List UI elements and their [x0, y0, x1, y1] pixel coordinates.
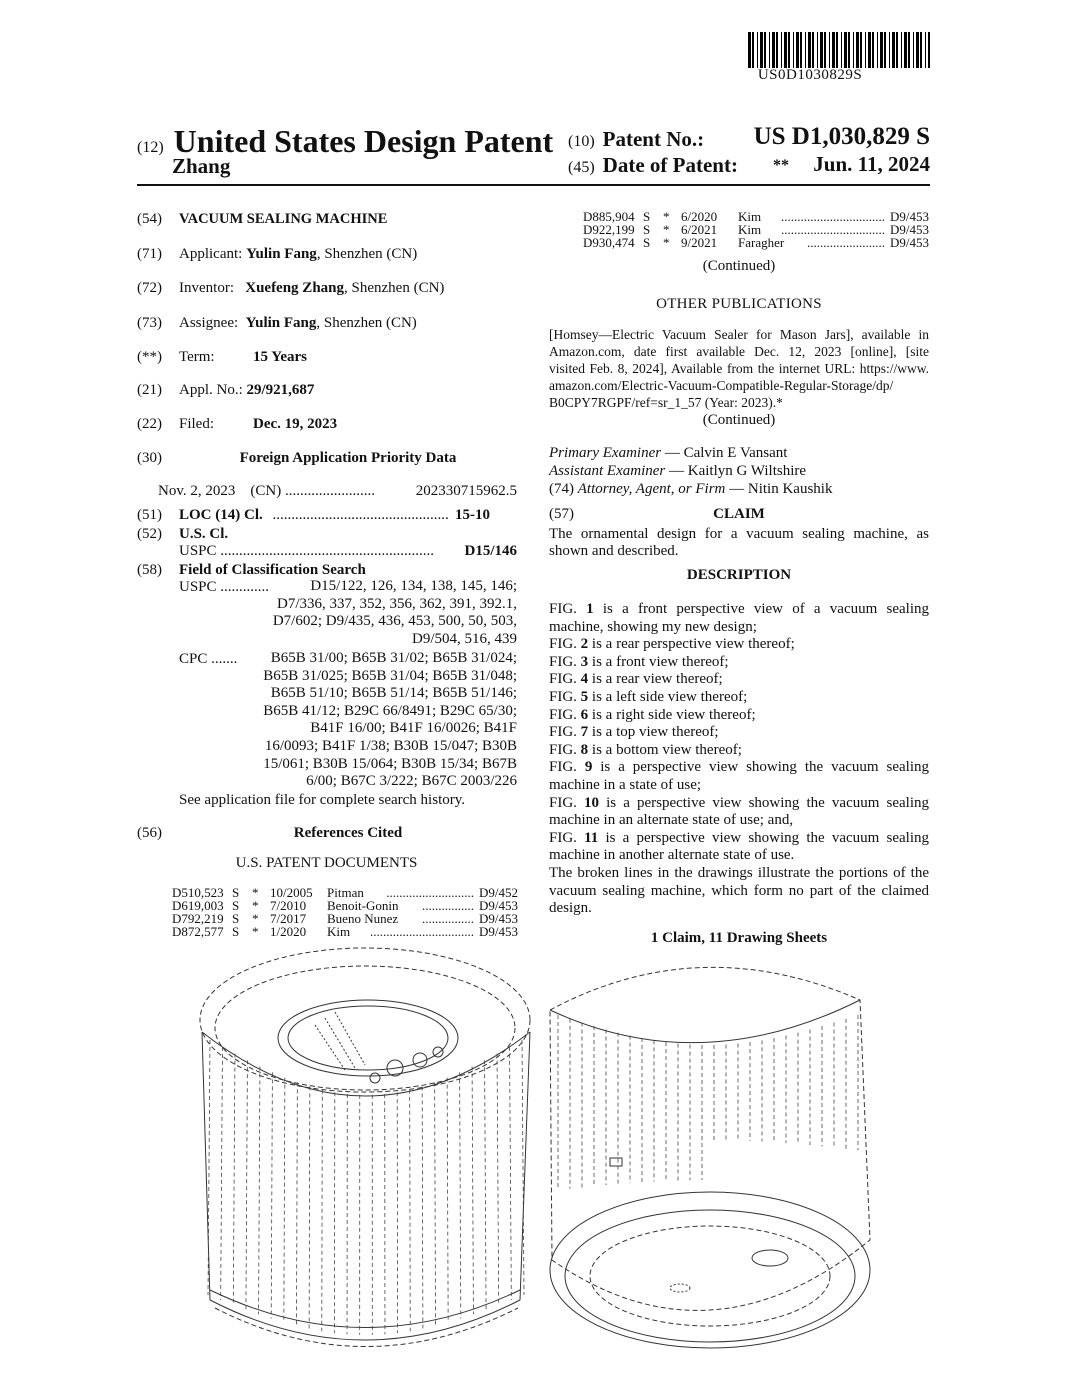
uspc-line: D15/122, 126, 134, 138, 145, 146; [310, 578, 517, 594]
references-heading: References Cited [293, 825, 403, 841]
code-58: (58) [137, 562, 162, 578]
primary-examiner [549, 444, 787, 463]
barcode-bar [812, 32, 814, 68]
right-base-ring [550, 1192, 870, 1348]
barcode-bar [817, 32, 818, 68]
cpc-line: 16/0093; B41F 1/38; B30B 15/047; B30B [264, 737, 517, 754]
description-line [549, 759, 929, 777]
barcode-bar [805, 32, 806, 68]
description-line [549, 724, 929, 742]
rib-line [309, 1086, 310, 1328]
ref-kind: S [643, 209, 651, 224]
assignee-label: Assignee: [179, 315, 239, 331]
rib-line [221, 1047, 223, 1300]
description-text-part: is a perspective view showing the vacuum sealing [592, 759, 929, 776]
front-perspective-figure [180, 940, 900, 1380]
left-display-inner [288, 1006, 448, 1070]
search-uspc-dots: ............. [220, 579, 270, 595]
code-52: (52) [137, 526, 162, 542]
applicant-name: Yulin Fang [246, 246, 317, 262]
reference-row [583, 236, 929, 249]
date-label: Date of Patent: [602, 153, 738, 177]
priority-heading: Foreign Application Priority Data [239, 450, 457, 466]
attorney-code: (74) [549, 481, 574, 497]
claims-sheets: 1 Claim, 11 Drawing Sheets [650, 930, 828, 946]
patent-date: Jun. 11, 2024 [813, 152, 930, 176]
search-cpc-text: CPC [179, 651, 208, 667]
barcode-bar [781, 32, 782, 68]
us-cl-label: U.S. Cl. [179, 526, 229, 542]
barcode-bar [872, 32, 874, 68]
cpc-line: B41F 16/00; B41F 16/0026; B41F [310, 720, 517, 737]
description-line [549, 830, 929, 848]
uspc-value: D15/146 [464, 543, 517, 559]
ref-number: D885,904 [583, 209, 635, 224]
description-text-part: FIG. [549, 671, 581, 688]
pn-code: (10) [568, 133, 595, 150]
barcode-bar [880, 32, 883, 68]
description-line [549, 865, 929, 883]
code: (54) [137, 211, 162, 227]
other-publications [549, 326, 929, 411]
barcode-bar [877, 32, 878, 68]
ref-date: 10/2005 [270, 885, 313, 900]
barcode-bar [788, 32, 790, 68]
pub-line: Amazon.com, date first available Dec. 12, 2023 [online], [site [549, 344, 929, 359]
button-icon [433, 1047, 443, 1057]
code-56: (56) [137, 825, 162, 841]
search-history-note: See application file for complete search history. [179, 792, 466, 808]
rib-line [522, 1040, 524, 1295]
ref-kind: S [232, 885, 240, 900]
ref-date: 6/2021 [681, 222, 718, 237]
term-value: 15 Years [253, 349, 308, 365]
fig-number: 1 [586, 601, 594, 617]
barcode-bar [901, 32, 902, 68]
design-title: VACUUM SEALING MACHINE [179, 211, 388, 227]
priority-country: (CN) [250, 483, 282, 499]
pub-line: amazon.com/Electric-Vacuum-Compatible-Regular-Storage/dp/ [549, 378, 894, 393]
cpc-line: B65B 51/10; B65B 51/14; B65B 51/146; [270, 685, 517, 702]
cpc-line: 15/061; B30B 15/064; B30B 15/34; B67B [263, 755, 517, 772]
attorney-name: — Nitin Kaushik [729, 481, 833, 497]
patent-date-row [568, 153, 930, 178]
ref-kind: S [643, 235, 651, 250]
priority-number: 202330715962.5 [415, 483, 517, 499]
barcode-bar [928, 32, 930, 68]
other-publications-heading: OTHER PUBLICATIONS [656, 296, 822, 312]
description-line [549, 671, 929, 689]
rib-line [259, 1066, 260, 1314]
ref-number: D922,199 [583, 222, 635, 237]
appl-no [179, 381, 314, 400]
ref-class: D9/453 [479, 911, 518, 926]
rib-line [510, 1047, 512, 1300]
barcode-bar [757, 32, 758, 68]
description-line [549, 777, 929, 795]
field-54 [137, 210, 162, 229]
assignee-name: Yulin Fang [245, 315, 317, 331]
barcode-bar [824, 32, 826, 68]
barcode [748, 32, 930, 68]
inventor [179, 279, 444, 298]
rib-line [447, 1078, 448, 1323]
ref-dot-leader: ................................ [781, 210, 885, 223]
pn-label: Patent No.: [602, 127, 705, 151]
barcode-bar [784, 32, 787, 68]
barcode-bar [889, 32, 890, 68]
description-text-part: is a bottom view thereof; [588, 741, 742, 758]
patent-number: US D1,030,829 S [753, 123, 930, 150]
ref-name: Kim [738, 209, 762, 224]
description-text-part: design. [549, 900, 592, 917]
ref-date: 7/2010 [270, 898, 307, 913]
rib-line [296, 1082, 297, 1325]
cpc-line: B65B 41/12; B29C 66/8491; B29C 65/30; [263, 702, 517, 719]
rib-line [460, 1072, 461, 1318]
description-text-part: is a rear view thereof; [588, 671, 723, 688]
barcode-bar [841, 32, 842, 68]
description-text-part: FIG. [549, 829, 585, 846]
cpc-line: B65B 31/00; B65B 31/02; B65B 31/024; [270, 650, 517, 666]
rib-line [284, 1078, 285, 1323]
description-text-part: FIG. [549, 636, 581, 653]
ref-date: 1/2020 [270, 924, 307, 939]
barcode-bar [820, 32, 823, 68]
assignee-place: , Shenzhen (CN) [316, 315, 417, 331]
type-code: (12) [137, 139, 164, 156]
inventor-name: Xuefeng Zhang [245, 280, 345, 296]
uspc-line: D7/602; D9/435, 436, 453, 500, 50, 503, [272, 613, 517, 629]
barcode-bar [860, 32, 862, 68]
barcode-bar [793, 32, 794, 68]
ref-number: D510,523 [172, 885, 224, 900]
description-text-part: FIG. [549, 653, 581, 670]
search-uspc-lines [250, 578, 517, 648]
description-line [549, 883, 929, 901]
ref-name: Kim [327, 924, 351, 939]
description-text-part: machine, showing my new design; [549, 618, 757, 635]
barcode-bar [908, 32, 910, 68]
barcode-bar [752, 32, 754, 68]
ref-dot-leader: ................ [422, 899, 474, 912]
uspc-label: USPC [179, 543, 217, 559]
description-text-part: is a front view thereof; [588, 653, 729, 670]
assistant-examiner-name: — Kaitlyn G Wiltshire [669, 463, 807, 479]
barcode-bar [769, 32, 770, 68]
barcode-bar [796, 32, 799, 68]
code-71: (71) [137, 246, 162, 262]
ref-kind: S [232, 924, 240, 939]
barcode-bar [776, 32, 778, 68]
loc-value: 15-10 [455, 507, 490, 523]
uspc-row [179, 542, 517, 561]
description-text-part: machine in a state of use; [549, 776, 702, 793]
barcode-bar [925, 32, 926, 68]
description-text-part: FIG. [549, 688, 581, 705]
code-72: (72) [137, 280, 162, 296]
ref-date: 7/2017 [270, 911, 307, 926]
code-21: (21) [137, 382, 162, 398]
reference-row [172, 925, 518, 938]
ref-class: D9/453 [890, 209, 929, 224]
rib-line [497, 1054, 499, 1305]
primary-examiner-label: Primary Examiner [549, 445, 662, 461]
barcode-bar [832, 32, 835, 68]
description-text-part: FIG. [549, 759, 585, 776]
fig-number: 6 [580, 706, 589, 723]
barcode-bar [904, 32, 907, 68]
fig-number: 2 [580, 636, 589, 653]
rib-line [472, 1066, 473, 1314]
barcode-bar [920, 32, 922, 68]
ref-number: D872,577 [172, 924, 224, 939]
code-22: (22) [137, 416, 162, 432]
description-line [549, 707, 929, 725]
ref-class: D9/453 [479, 924, 518, 939]
ref-star: * [252, 885, 259, 900]
search-uspc-text: USPC [179, 579, 217, 595]
ref-dot-leader: ................................ [781, 223, 885, 236]
description-text-part: machine in an alternate state of use; and, [549, 812, 794, 829]
barcode-bar [836, 32, 838, 68]
ref-name: Faragher [738, 235, 785, 250]
ref-star: * [663, 235, 670, 250]
primary-examiner-name: — Calvin E Vansant [664, 445, 788, 461]
barcode-number: US0D1030829S [757, 67, 863, 83]
barcode-bar [884, 32, 886, 68]
continued-pubs: (Continued) [702, 412, 776, 428]
ref-number: D792,219 [172, 911, 224, 926]
priority-row [158, 482, 517, 501]
ref-kind: S [232, 898, 240, 913]
ref-dot-leader: ................................ [370, 925, 474, 938]
description-text-part: FIG. [549, 724, 581, 741]
ref-kind: S [232, 911, 240, 926]
continued-refs: (Continued) [702, 258, 776, 274]
code-term: (**) [137, 349, 162, 365]
description-line [549, 812, 929, 830]
ref-dot-leader: ........................ [807, 236, 885, 249]
filed-value: Dec. 19, 2023 [253, 416, 338, 432]
barcode-bar [913, 32, 914, 68]
assistant-examiner-label: Assistant Examiner [549, 463, 666, 479]
description-text-part: is a right side view thereof; [588, 706, 756, 723]
loc-row [179, 506, 517, 525]
code-73: (73) [137, 315, 162, 331]
barcode-bar [916, 32, 919, 68]
claim-text [549, 526, 929, 560]
description-line [549, 654, 929, 672]
barcode-bar [848, 32, 850, 68]
button-icon [370, 1073, 380, 1083]
description-text-part: is a perspective view showing the vacuum sealing [598, 829, 929, 846]
fig-number: 5 [580, 688, 589, 705]
description-line [549, 601, 929, 619]
barcode-bar [892, 32, 895, 68]
references-list-right [583, 210, 929, 249]
pub-line: visited Feb. 8, 2024], Available from the internet URL: https://www. [549, 361, 929, 376]
ref-number: D619,003 [172, 898, 224, 913]
fig-number: 3 [580, 653, 589, 670]
claim-line: The ornamental design for a vacuum sealing machine, as [549, 526, 929, 542]
rib-line [233, 1054, 235, 1305]
barcode-bar [808, 32, 811, 68]
inventor-label: Inventor: [179, 280, 234, 296]
description-text-part: vacuum sealing machine, which form no part of the claimed [549, 882, 929, 899]
rib-line [322, 1090, 323, 1331]
fig-number: 4 [580, 671, 589, 688]
assignee [179, 314, 417, 333]
rib-line [485, 1060, 487, 1309]
barcode-bar [748, 32, 751, 68]
ref-dot-leader: ........................... [386, 886, 474, 899]
ref-star: * [252, 911, 259, 926]
ref-star: * [663, 209, 670, 224]
references-list-left [172, 886, 518, 938]
ref-name: Bueno Nunez [327, 911, 399, 926]
fig-number: 8 [580, 741, 589, 758]
attorney [549, 480, 832, 499]
description-line [549, 847, 929, 865]
ref-kind: S [643, 222, 651, 237]
patent-number-row [568, 123, 930, 152]
ref-star: * [663, 222, 670, 237]
rib-line [435, 1082, 436, 1325]
claim-heading: CLAIM [713, 506, 765, 522]
uspc-dots: ......................................................... [220, 543, 435, 559]
barcode-bar [829, 32, 830, 68]
us-patent-docs-heading: U.S. PATENT DOCUMENTS [235, 855, 418, 871]
ref-number: D930,474 [583, 235, 635, 250]
description-text-part: is a perspective view showing the vacuum sealing [599, 794, 929, 811]
description-text-part: is a front perspective view of a vacuum sealing [593, 601, 929, 617]
description-text-part: FIG. [549, 741, 581, 758]
description-text-part: FIG. [549, 601, 587, 617]
assistant-examiner [549, 462, 806, 481]
filed-label: Filed: [179, 416, 215, 432]
code-51: (51) [137, 507, 162, 523]
cpc-line: 6/00; B67C 3/222; B67C 2003/226 [306, 773, 517, 790]
rib-line [422, 1086, 423, 1328]
barcode-bar [764, 32, 766, 68]
ref-name: Kim [738, 222, 762, 237]
code-57: (57) [549, 506, 574, 522]
barcode-bar [844, 32, 847, 68]
loc-dots: ............................................... [272, 507, 449, 523]
page-title: United States Design Patent [173, 123, 554, 159]
search-cpc-dots: ....... [211, 651, 238, 667]
left-display [278, 1000, 458, 1076]
description-text-part: FIG. [549, 794, 585, 811]
attorney-label: Attorney, Agent, or Firm [577, 481, 726, 497]
barcode-bar [853, 32, 854, 68]
description-text [549, 601, 929, 918]
uspc-line: D7/336, 337, 352, 356, 362, 391, 392.1, [277, 595, 517, 612]
ref-date: 9/2021 [681, 235, 718, 250]
barcode-bar [896, 32, 898, 68]
description-line [549, 900, 929, 918]
right-base-inner [565, 1210, 855, 1342]
description-line [549, 636, 929, 654]
code-30: (30) [137, 450, 162, 466]
left-top-inner [215, 966, 515, 1090]
description-line [549, 689, 929, 707]
barcode-bar [800, 32, 802, 68]
ref-class: D9/452 [479, 885, 518, 900]
uspc-line: D9/504, 516, 439 [412, 630, 517, 647]
rib-line [271, 1072, 272, 1318]
search-cpc-label [179, 650, 237, 669]
loc-label: LOC (14) Cl. [179, 507, 263, 523]
search-cpc-lines [232, 650, 517, 791]
barcode-bar [760, 32, 763, 68]
description-text-part: is a left side view thereof; [588, 688, 748, 705]
fig-number: 9 [584, 759, 593, 776]
date-code: (45) [568, 159, 595, 176]
inventor-place: , Shenzhen (CN) [344, 280, 445, 296]
ref-date: 6/2020 [681, 209, 718, 224]
barcode-bar [772, 32, 775, 68]
fig-number: 7 [580, 724, 589, 741]
cpc-line: B65B 31/025; B65B 31/04; B65B 31/048; [263, 667, 517, 684]
barcode-bar [868, 32, 871, 68]
ref-name: Benoit-Gonin [327, 898, 399, 913]
description-text-part: FIG. [549, 706, 581, 723]
barcode-bar [856, 32, 859, 68]
fig-number: 10 [584, 794, 600, 811]
header-divider [137, 184, 930, 186]
description-text-part: machine in another alternate state of use. [549, 847, 795, 864]
description-heading: DESCRIPTION [686, 567, 792, 583]
ref-star: * [252, 898, 259, 913]
rib-line [246, 1060, 248, 1309]
appl-no-label: Appl. No.: [179, 382, 243, 398]
priority-dots: ........................ [284, 483, 375, 499]
description-text-part: The broken lines in the drawings illustrate the portions of the [549, 864, 929, 881]
ref-class: D9/453 [890, 222, 929, 237]
description-text-part: is a top view thereof; [588, 724, 719, 741]
date-stars: ** [773, 157, 789, 174]
ref-class: D9/453 [890, 235, 929, 250]
pub-line: B0CPY7RGPF/ref=sr_1_57 (Year: 2023).* [549, 395, 783, 410]
left-body-outline [202, 1032, 530, 1340]
applicant-place: , Shenzhen (CN) [316, 246, 418, 262]
claim-line: shown and described. [549, 543, 679, 559]
description-line [549, 795, 929, 813]
field-search-label: Field of Classification Search [179, 562, 366, 578]
appl-no-value: 29/921,687 [246, 382, 315, 398]
barcode-bar [865, 32, 866, 68]
applicant [179, 245, 417, 264]
applicant-label: Applicant: [179, 246, 243, 262]
rib-line [410, 1090, 411, 1331]
ref-star: * [252, 924, 259, 939]
ref-name: Pitman [327, 885, 364, 900]
fig-number: 11 [584, 829, 599, 846]
description-line [549, 619, 929, 637]
description-text-part: is a rear perspective view thereof; [588, 636, 795, 653]
priority-date: Nov. 2, 2023 [158, 483, 236, 499]
description-line [549, 742, 929, 760]
pub-line: [Homsey—Electric Vacuum Sealer for Mason Jars], available in [549, 327, 929, 342]
inventor-surname: Zhang [172, 154, 231, 178]
term-label: Term: [179, 349, 215, 365]
ref-class: D9/453 [479, 898, 518, 913]
ref-dot-leader: ................ [422, 912, 474, 925]
